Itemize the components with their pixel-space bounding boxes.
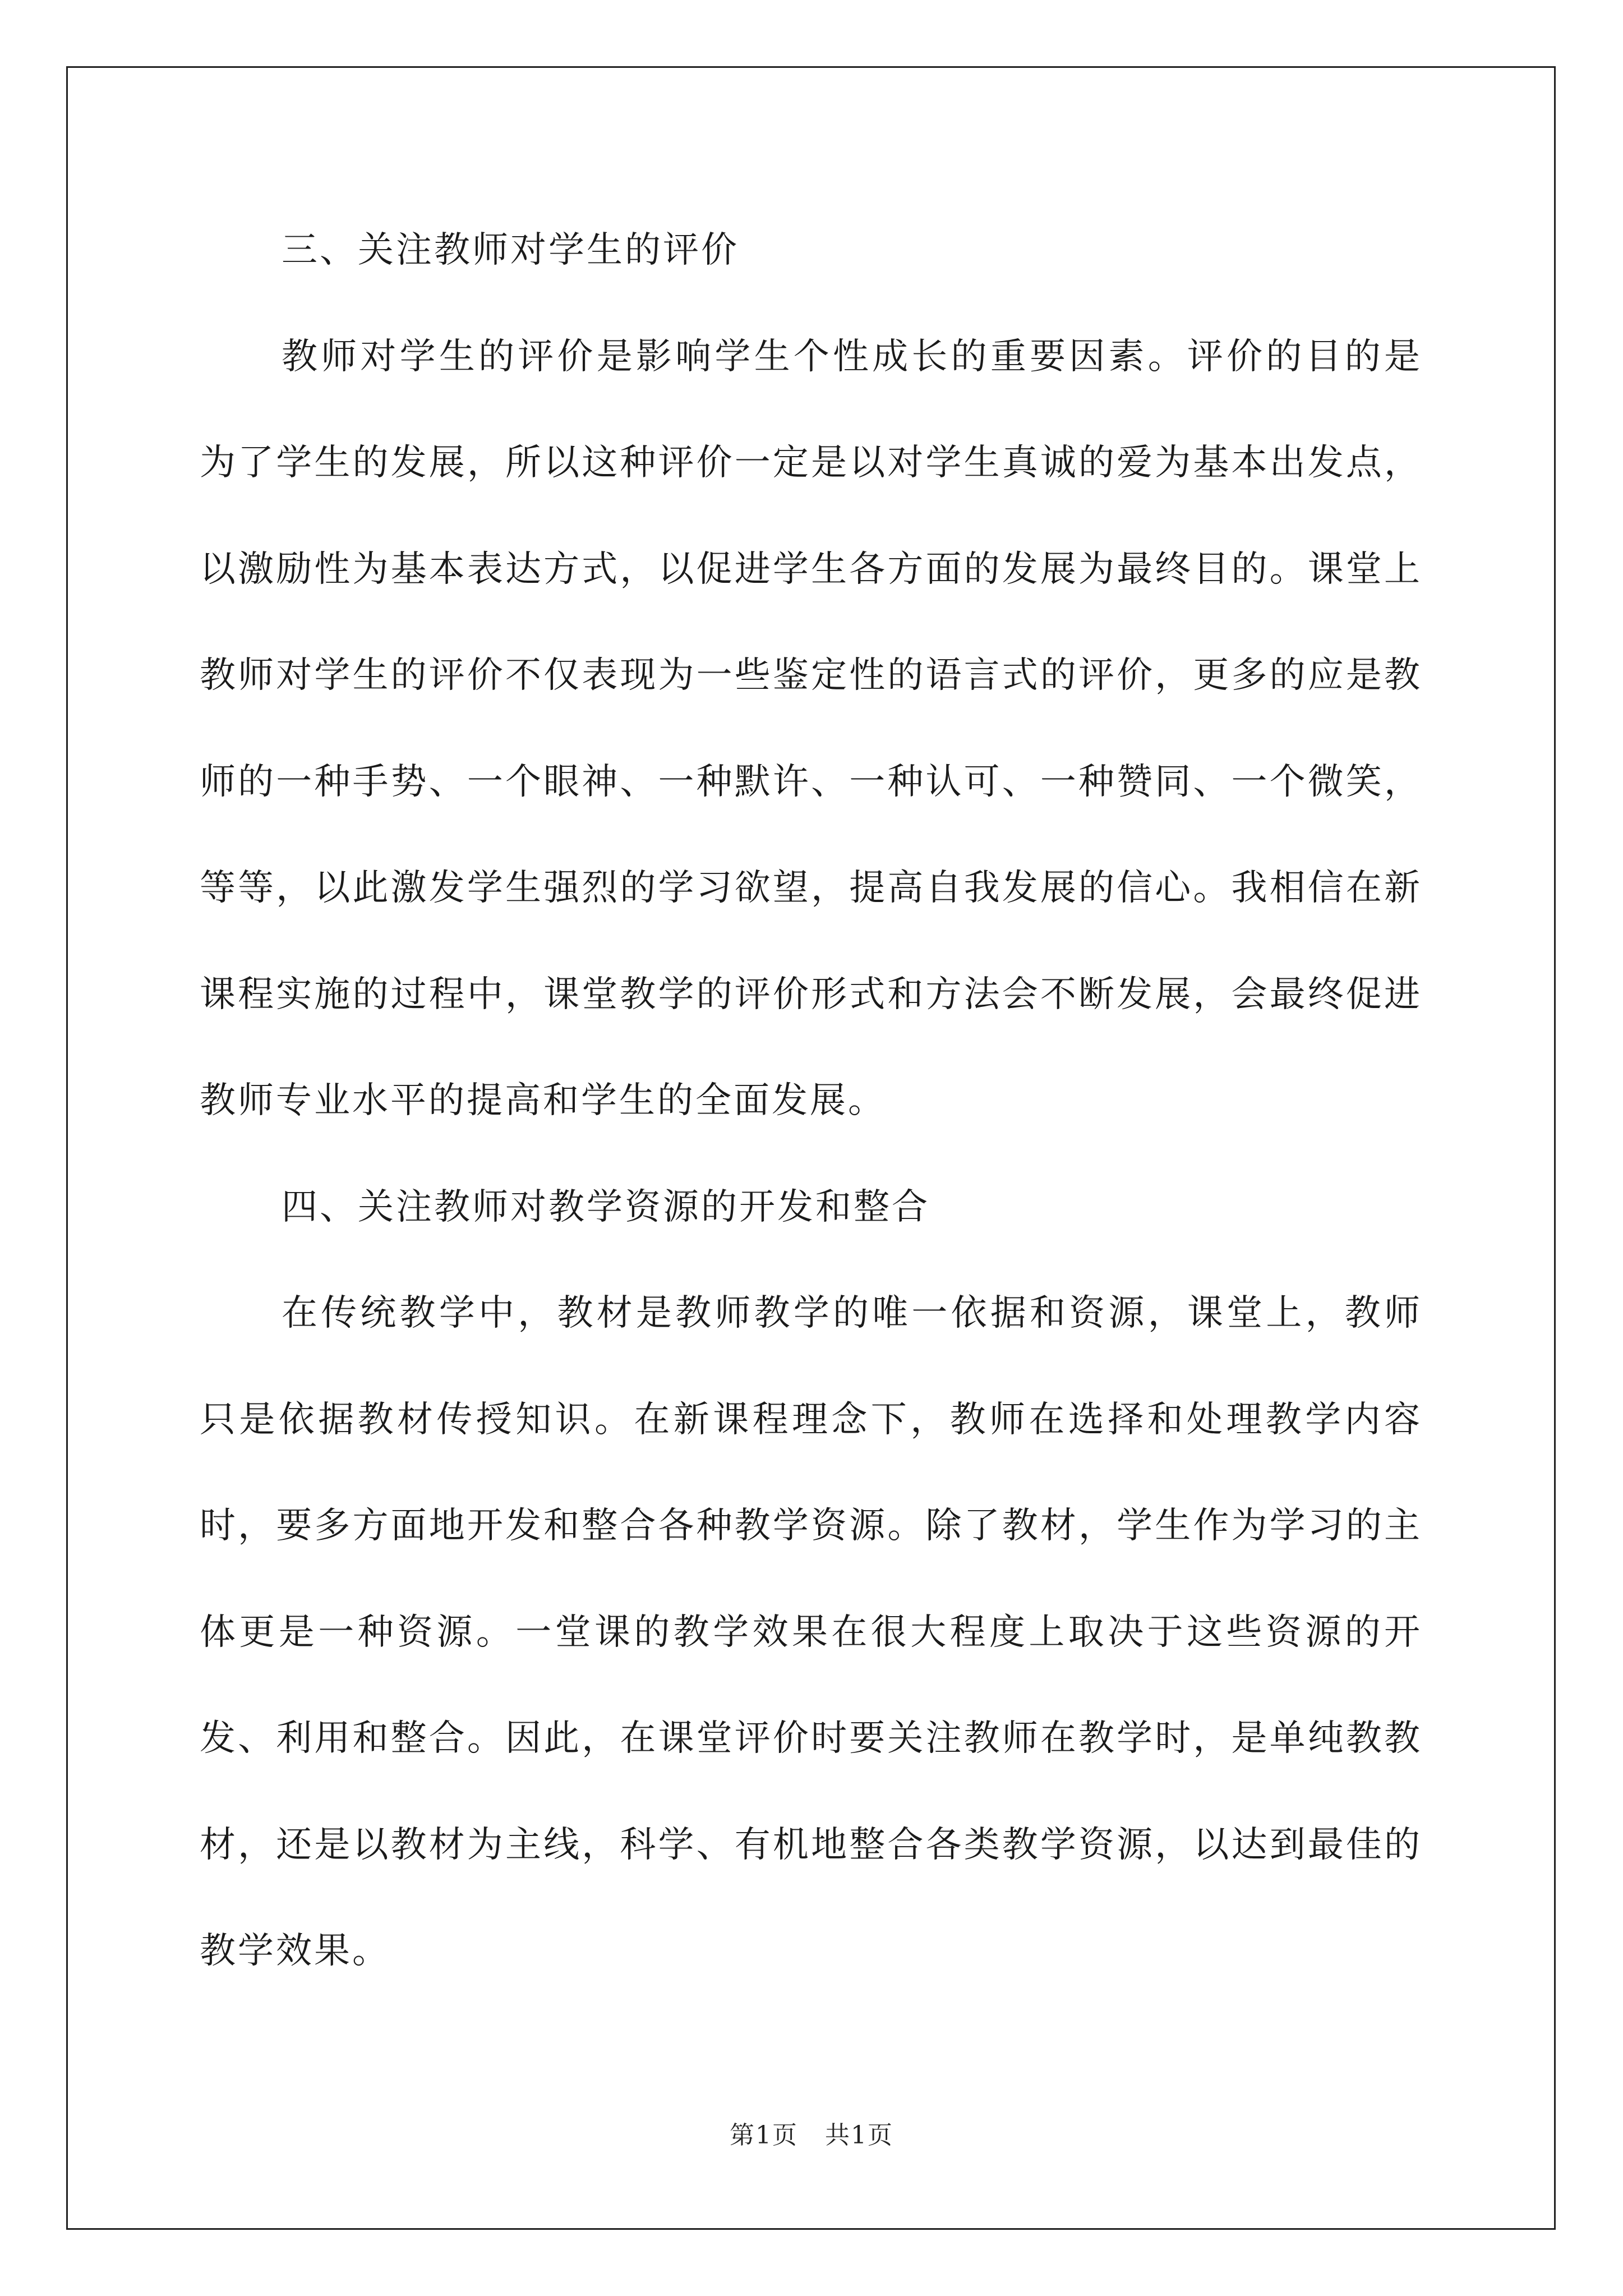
- document-body: [200, 197, 1422, 2005]
- section-heading: 四、关注教师对教学资源的开发和整合: [282, 1186, 930, 1228]
- section-heading: 三、关注教师对学生的评价: [282, 229, 739, 271]
- section-paragraph: 在传统教学中，教材是教师教学的唯一依据和资源，课堂上，教师只是依据教材传授知识。在新课程理念下，教师在选择和处理教学内容时，要多方面地开发和整合各种教学资源。除了教材，学生作为学习的主体更是一种资源。一堂课的教学效果在很大程度上取决于这些资源的开发、利用和整合。因此，在课堂评价时要关注教师在教学时，是单纯教教材，还是以教材为主线，科学、有机地整合各类教学资源，以达到最佳的教学效果。: [200, 1292, 1422, 1972]
- section-paragraph: 教师对学生的评价是影响学生个性成长的重要因素。评价的目的是为了学生的发展，所以这种评价一定是以对学生真诚的爱为基本出发点，以激励性为基本表达方式，以促进学生各方面的发展为最终目的。课堂上教师对学生的评价不仅表现为一些鉴定性的语言式的评价，更多的应是教师的一种手势、一个眼神、一种默许、一种认可、一种赞同、一个微笑，等等，以此激发学生强烈的学习欲望，提高自我发展的信心。我相信在新课程实施的过程中，课堂教学的评价形式和方法会不断发展，会最终促进教师专业水平的提高和学生的全面发展。: [200, 335, 1422, 1121]
- page-footer: 第1页 共1页: [730, 2121, 893, 2150]
